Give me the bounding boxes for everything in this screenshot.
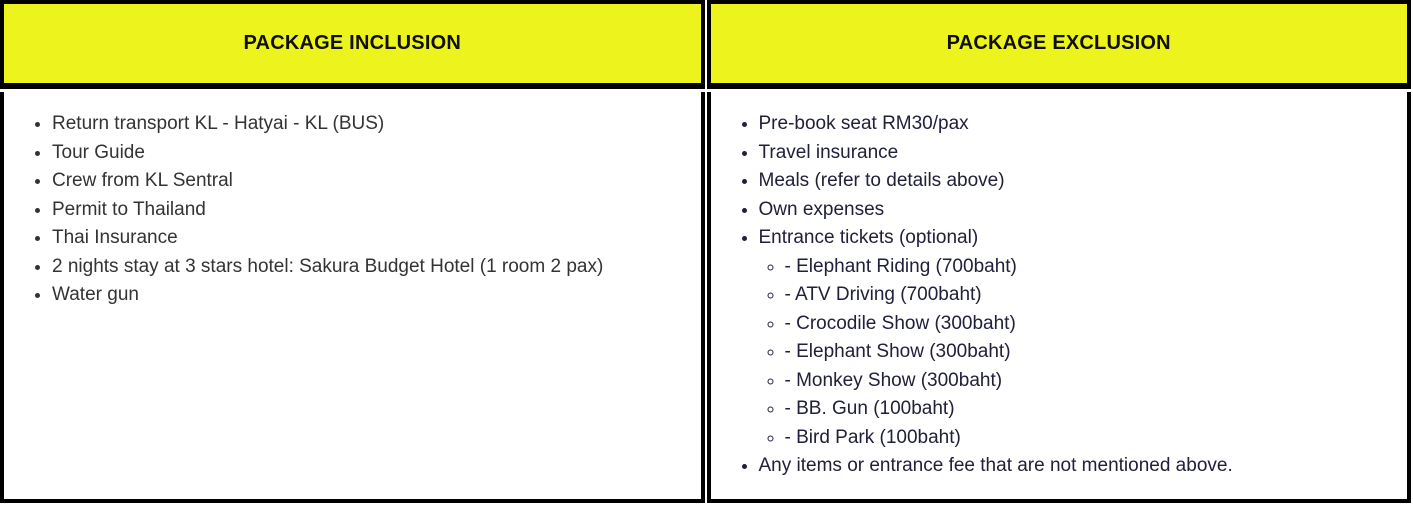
inclusion-header — [0, 0, 705, 89]
list-item-label: Entrance tickets (optional) — [758, 227, 979, 248]
sub-list-item: ◦ - BB. Gun (100baht) — [785, 395, 1396, 424]
sub-list-item: ◦ - ATV Driving (700baht) — [785, 281, 1396, 310]
sub-list-item: ◦ - Monkey Show (300baht) — [785, 367, 1396, 396]
list-item: • Meals (refer to details above) — [759, 167, 1396, 196]
sub-list-item: ◦ - Bird Park (100baht) — [785, 424, 1396, 453]
sub-list-item: ◦ - Elephant Show (300baht) — [785, 338, 1396, 367]
exclusion-column — [707, 0, 1412, 503]
inclusion-body-cell — [0, 92, 705, 503]
sub-list-item: ◦ - Crocodile Show (300baht) — [785, 310, 1396, 339]
list-item: • Own expenses — [759, 196, 1396, 225]
list-item: • Pre-book seat RM30/pax — [759, 110, 1396, 139]
list-item: • 2 nights stay at 3 stars hotel: Sakura Budget Hotel (1 room 2 pax) — [52, 253, 662, 282]
exclusion-header-label: PACKAGE EXCLUSION — [946, 32, 1171, 54]
list-item — [759, 224, 1396, 452]
list-item: • Any items or entrance fee that are not mentioned above. — [759, 452, 1396, 481]
list-item: • Travel insurance — [759, 139, 1396, 168]
inclusion-header-label: PACKAGE INCLUSION — [243, 32, 461, 54]
list-item: • Return transport KL - Hatyai - KL (BUS) — [52, 110, 662, 139]
list-item: • Tour Guide — [52, 139, 662, 168]
sub-list-item: ◦ - Elephant Riding (700baht) — [785, 253, 1396, 282]
list-item: • Crew from KL Sentral — [52, 167, 662, 196]
list-item: • Permit to Thailand — [52, 196, 662, 225]
entrance-tickets-sublist — [759, 253, 1396, 453]
list-item: • Water gun — [52, 281, 662, 310]
list-item: • Thai Insurance — [52, 224, 662, 253]
exclusion-list — [711, 110, 1408, 481]
inclusion-list — [4, 110, 701, 310]
exclusion-body-cell — [707, 92, 1412, 503]
exclusion-header — [707, 0, 1412, 89]
inclusion-column — [0, 0, 705, 503]
